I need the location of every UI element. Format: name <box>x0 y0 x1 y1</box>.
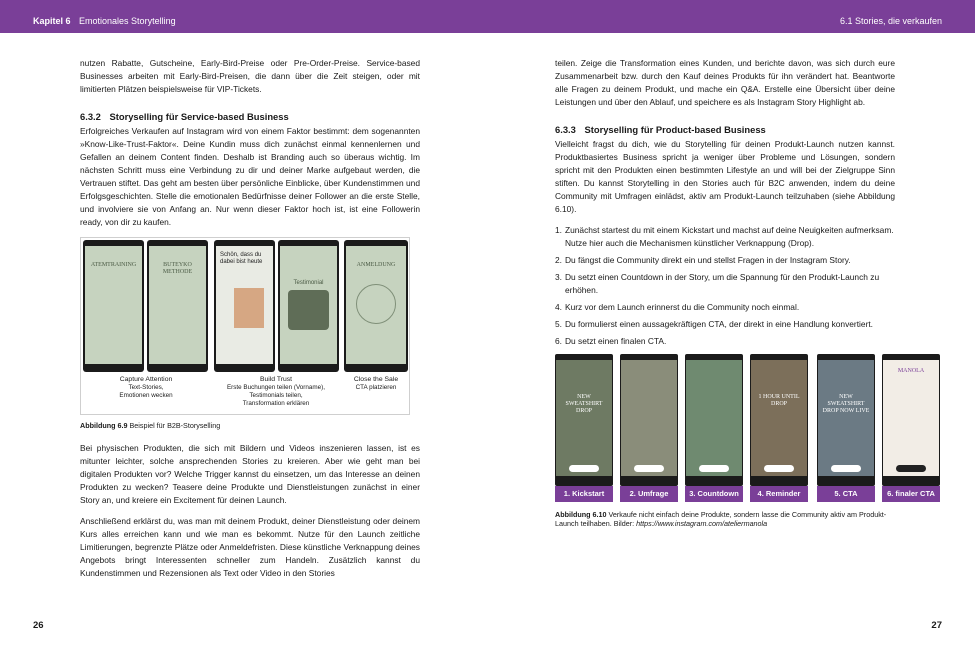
section-title: Storyselling für Service-based Business <box>109 111 289 122</box>
figure-text: Beispiel für B2B-Storyselling <box>129 421 221 430</box>
figure-link[interactable]: https://www.instagram.com/ateliermanola <box>636 519 768 528</box>
list-item: 4. Kurz vor dem Launch erinnerst du die Community noch einmal. <box>555 302 800 312</box>
section-number: 6.3.2 <box>80 111 101 122</box>
figure-text: Verkaufe nicht einfach deine Produkte, sondern lasse die Community aktiv am Produkt-Launch teilhaben. Bilder: <box>555 510 887 528</box>
story-screenshot-4 <box>278 240 339 372</box>
phone-mockups <box>81 240 411 372</box>
right-paragraph-1: teilen. Zeige die Transformation eines Kunden, und berichte davon, was sich durch eure Zusammenarbeit bzw. durch den Kauf deines Produkts für ihn verändert hat. Beantworte alle Fragen zu deinem Produkt, und mache ein Q&A. Erstelle eine Übersicht über deine Leistungen und über den Ablauf, und speichere es als Instagram Story Highlight ab. <box>555 58 895 107</box>
story-text: Testimonial <box>293 280 324 286</box>
story-shot-countdown <box>685 354 743 486</box>
left-paragraph-1: nutzen Rabatte, Gutscheine, Early-Bird-Preise oder Pre-Order-Preise. Service-based Businesses arbeiten mit Early-Bird-Preisen, die dann über die Zeit steigen, oder mit limitierten Plätzen beispielsweise für VIP-Tickets. <box>80 58 420 94</box>
left-paragraph-2: Erfolgreiches Verkaufen auf Instagram wird von einem Faktor bestimmt: dem sogenannten »Know-Like-Trust-Faktor«. Deine Kundin muss dich zunächst einmal kennenlernen und Gefallen an deinem Content finden. Deshalb ist Branding auch so überaus wichtig. Im nächsten Schritt muss eine Verbindung zu dir und deiner Marke aufgebaut werden, die Vertrauen stiftet. Das geht am besten über persönliche Einblicke, über Kundenstimmen und Erfolgsgeschichten. Stelle die emotionalen Bedürfnisse deiner Follower an die erste Stelle, und involviere sie von Anfang an. Nur wenn dieser Faktor hoch ist, ist eine Followerin ready, von dir zu kaufen. <box>80 126 420 227</box>
page-number-right: 27 <box>931 620 942 631</box>
story-shot-umfrage <box>620 354 678 486</box>
chapter-number: Kapitel 6 <box>33 16 71 26</box>
list-item: 1. Zunächst startest du mit einem Kickstart und machst auf deine Neuigkeiten aufmerksam. Nutze hier auch die Mechanismen künstlicher Verknappung (Drop). <box>555 225 894 248</box>
caption-build-trust: Build Trust Erste Buchungen teilen (Vorname), Testimonials teilen, Transformation erklären <box>226 376 325 407</box>
figure-6-10 <box>555 354 940 506</box>
right-page <box>555 57 935 540</box>
caption-close-the-sale: Close the Sale CTA platzieren <box>353 376 399 391</box>
tag-countdown: 3. Countdown <box>685 486 743 502</box>
story-shot-final-cta: MANOLA <box>882 354 940 486</box>
tag-umfrage: 2. Umfrage <box>620 486 678 502</box>
header-chapter <box>33 16 176 26</box>
figure-label: Abbildung 6.9 <box>80 421 128 430</box>
page-number-left: 26 <box>33 620 44 631</box>
steps-list <box>555 224 895 348</box>
figure-label: Abbildung 6.10 <box>555 510 607 519</box>
story-screenshot-2 <box>147 240 208 372</box>
tag-reminder: 4. Reminder <box>750 486 808 502</box>
caption-capture-attention: Capture Attention Text-Stories, Emotionen wecken <box>119 376 173 399</box>
story-shot-reminder: 1 HOUR UNTIL DROP <box>750 354 808 486</box>
left-paragraph-3: Bei physischen Produkten, die sich mit Bildern und Videos inszenieren lassen, ist es mitunter leichter, solche ansprechenden Stories zu kreieren. Aber wie geht man bei digitalen Produkten vor? Welche Trigger kannst du einsetzen, um das Interesse an deinen Produkten zu wecken? Teasere deine Produkte und Dienstleistungen zunächst in einer Story an, und kreiere ein Excitement für deinen Launch. <box>80 443 420 505</box>
tag-cta: 5. CTA <box>817 486 875 502</box>
section-title: Storyselling für Product-based Business <box>584 124 766 135</box>
tag-final-cta: 6. finaler CTA <box>882 486 940 502</box>
list-item: 6. Du setzt einen finalen CTA. <box>555 336 667 346</box>
story-screenshot-3 <box>214 240 275 372</box>
story-text: Schön, dass du dabei bist heute <box>220 252 263 265</box>
story-shot-cta: NEW SWEATSHIRT DROP NOW LIVE <box>817 354 875 486</box>
figure-caption-6-9 <box>80 421 420 430</box>
left-paragraph-4: Anschließend erklärst du, was man mit deinem Produkt, deiner Dienstleistung oder deinem Kurs alles erreichen kann und wie man es bekommt. Nutze für den Launch zeitliche Limitierungen, begrenzte Plätze oder Anmeldefristen. Diese künstliche Verknappung deines Angebots bringt Interessenten schneller zum Handeln. Zusätzlich kannst du Kundenstimmen und Rezensionen als Text oder Video in den Stories <box>80 516 420 578</box>
story-shot-kickstart: NEW SWEATSHIRT DROP <box>555 354 613 486</box>
list-item: 5. Du formulierst einen aussagekräftigen CTA, der direkt in eine Handlung konvertiert. <box>555 319 874 329</box>
chapter-title: Emotionales Storytelling <box>79 16 176 26</box>
list-item: 3. Du setzt einen Countdown in der Story, um die Spannung für den Produkt-Launch zu erhöhen. <box>555 272 880 295</box>
section-heading-6-3-3 <box>555 123 895 136</box>
figure-6-9 <box>80 237 410 415</box>
tag-kickstart: 1. Kickstart <box>555 486 613 502</box>
figure-caption-6-10 <box>555 510 895 528</box>
left-page <box>80 57 420 588</box>
list-item: 2. Du fängst die Community direkt ein und stellst Fragen in der Instagram Story. <box>555 255 851 265</box>
story-text: ANMELDUNG <box>356 262 396 268</box>
story-text: BUTEYKO METHODE <box>162 262 193 275</box>
story-screenshot-1 <box>83 240 144 372</box>
story-screenshot-5 <box>344 240 408 372</box>
right-paragraph-2: Vielleicht fragst du dich, wie du Storytelling für deinen Produkt-Launch nutzen kannst. Produktbasiertes Business spricht ja weniger über Probleme und Lösungen, sondern spricht mit den Produkten einen bestimmten Lifestyle an und will bei der Zielgruppe Sinn stiften. Du kannst Storytelling in den Stories auch für B2C anwenden, indem du deine Community mit Umfragen einlädst, aktiv am Produkt-Launch teilzuhaben (siehe Abbildung 6.10). <box>555 139 895 214</box>
header-section: 6.1 Stories, die verkaufen <box>839 16 942 26</box>
story-text: ATEMTRAINING <box>90 262 137 268</box>
section-heading-6-3-2 <box>80 110 420 123</box>
section-number: 6.3.3 <box>555 124 576 135</box>
running-header <box>0 0 975 33</box>
